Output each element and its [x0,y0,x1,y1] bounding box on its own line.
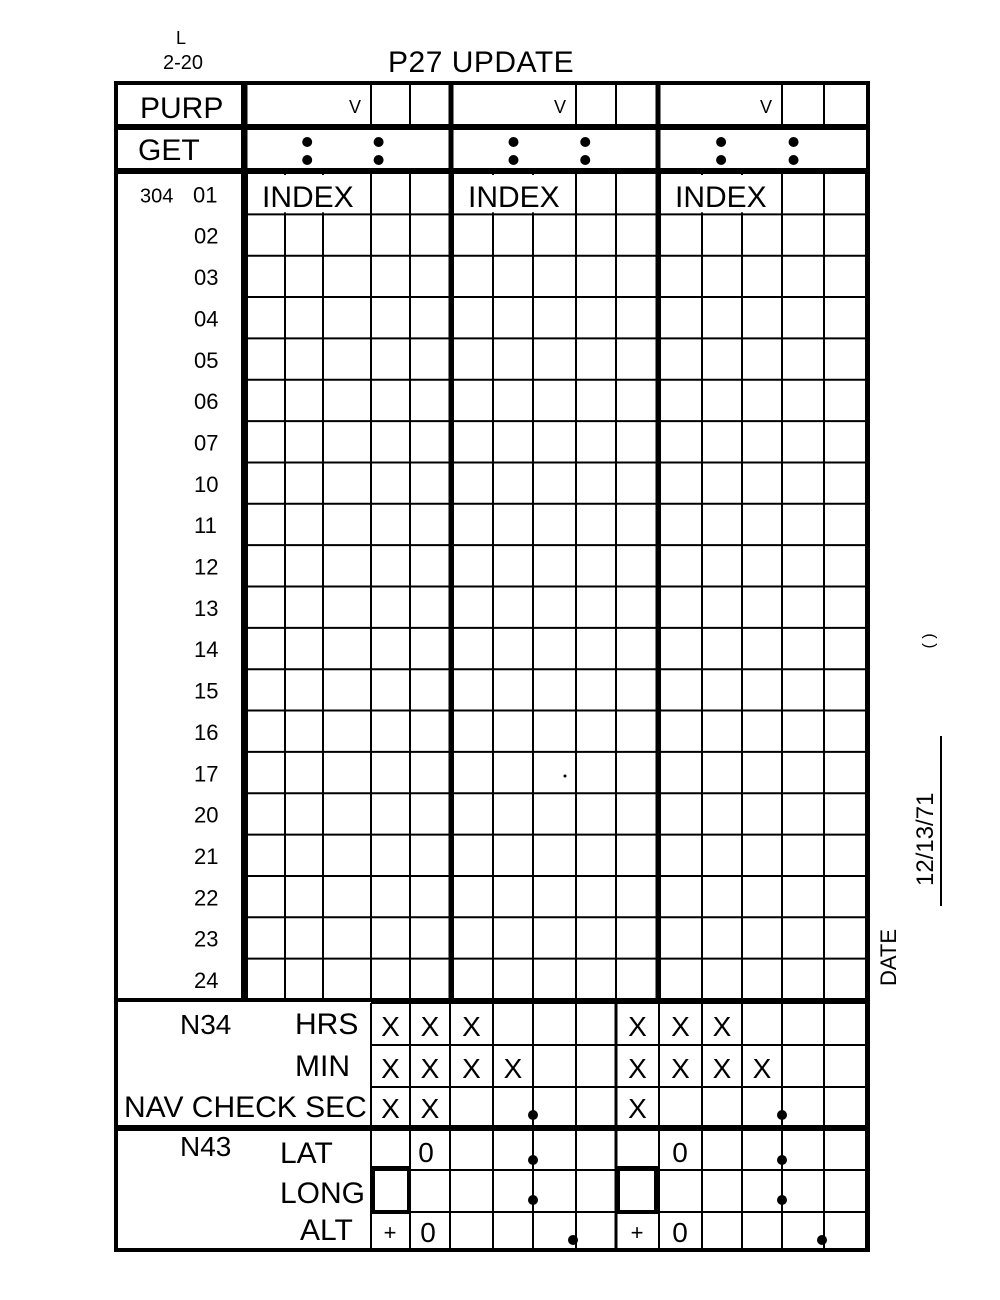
alt-decimal-dot [817,1235,827,1245]
register-row-label: 14 [194,637,219,663]
purp-verb-marker: V [760,97,773,117]
long-decimal-dot [777,1195,787,1205]
get-colon-dot [302,155,312,165]
x-mark: X [671,1011,690,1042]
register-row-label: 16 [194,719,219,745]
get-colon-dot [789,137,799,147]
purp-label: PURP [140,92,224,125]
lat-decimal-dot [528,1155,538,1165]
get-colon-dot [302,137,312,147]
stray-mark [564,775,567,778]
x-mark: X [420,1011,440,1042]
register-row-label: 11 [194,513,217,539]
get-colon-dot [789,155,799,165]
x-mark: X [420,1093,440,1124]
hrs-label: HRS [295,1008,359,1041]
index-label: INDEX [675,181,767,214]
register-row-label: 15 [194,678,219,704]
get-colon-dot [374,137,384,147]
alt-decimal-dot [568,1235,578,1245]
get-colon-dot [716,137,726,147]
nav-check-sec-label: NAV CHECK SEC [124,1091,367,1124]
lat-long-sign-box [618,1168,656,1212]
alt-plus-sign: + [383,1220,397,1245]
x-mark: X [462,1053,481,1084]
date-value: 12/13/71 [912,792,939,886]
get-colon-dot [580,155,590,165]
sec-decimal-dot [528,1110,538,1120]
x-mark: X [420,1053,440,1084]
get-label: GET [138,134,200,167]
register-row-label: 23 [194,926,219,952]
register-row-label: 02 [194,223,219,249]
register-row-label: 06 [194,389,219,415]
get-colon-dot [716,155,726,165]
page-label-letter: L [176,28,187,48]
x-mark: X [671,1053,690,1084]
register-row-label: 01 [193,182,218,208]
register-row-label: 24 [194,968,219,993]
register-row-label: 17 [194,761,219,787]
n43-noun: N43 [180,1131,232,1162]
register-row-label: 03 [194,265,219,291]
register-prefix: 304 [140,185,174,208]
x-mark: X [503,1053,523,1084]
lat-label: LAT [280,1137,333,1170]
long-decimal-dot [528,1195,538,1205]
x-mark: X [712,1011,732,1042]
scan-mark: ( ) [920,633,938,649]
register-row-label: 12 [194,554,219,580]
alt-zero: 0 [672,1217,688,1248]
x-mark: X [381,1011,400,1042]
x-mark: X [628,1053,647,1084]
date-label: DATE [876,928,901,986]
page-number: 2-20 [163,52,204,74]
lat-decimal-dot [777,1155,787,1165]
register-row-label: 07 [194,430,219,456]
alt-zero: 0 [420,1217,436,1248]
get-colon-dot [374,155,384,165]
alt-label: ALT [300,1214,353,1247]
date-block [876,633,958,996]
purp-verb-marker: V [554,97,567,117]
date-underline [940,736,942,906]
long-label: LONG [280,1177,366,1210]
register-row-label: 22 [194,885,219,911]
get-colon-dot [580,137,590,147]
index-label: INDEX [468,181,560,214]
x-mark: X [381,1053,400,1084]
register-row-label: 10 [194,471,219,497]
alt-plus-sign: + [630,1220,644,1245]
get-colon-dot [509,155,519,165]
min-label: MIN [295,1050,350,1083]
x-mark: X [462,1011,481,1042]
register-row-label: 05 [194,347,219,373]
lat-zero: 0 [672,1137,688,1168]
n34-noun: N34 [180,1009,232,1040]
register-row-label: 04 [194,306,219,332]
x-mark: X [712,1053,732,1084]
lat-zero: 0 [418,1137,434,1168]
sec-decimal-dot [777,1110,787,1120]
register-row-label: 13 [194,595,219,621]
x-mark: X [628,1011,647,1042]
get-colon-dot [509,137,519,147]
form-title: P27 UPDATE [388,46,575,79]
register-row-label: 20 [194,802,219,828]
x-mark: X [628,1093,647,1124]
lat-long-sign-box [373,1168,409,1212]
register-row-label: 21 [194,843,219,869]
purp-verb-marker: V [349,97,362,117]
x-mark: X [381,1093,400,1124]
index-label: INDEX [262,181,354,214]
x-mark: X [752,1053,772,1084]
